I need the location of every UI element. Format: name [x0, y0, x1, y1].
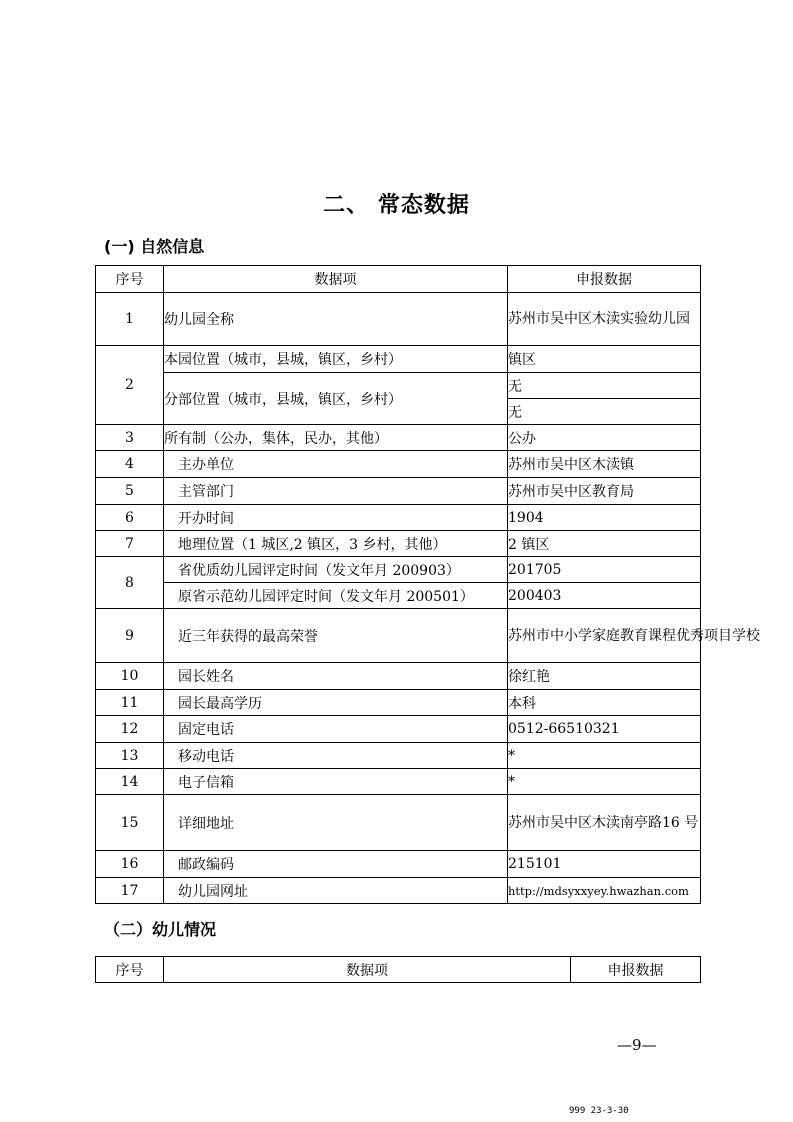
table-row [96, 451, 701, 478]
table-row [96, 663, 701, 690]
row-value: 无 [508, 399, 701, 425]
row-value: 苏州市吴中区教育局 [508, 478, 701, 505]
row-no: 6 [96, 505, 164, 531]
header-value: 申报数据 [571, 957, 701, 983]
row-no: 5 [96, 478, 164, 505]
row-item: 所有制（公办，集体，民办，其他） [164, 425, 508, 451]
table-row [96, 346, 701, 373]
page-title: 二、 常态数据 [323, 193, 470, 218]
row-item: 幼儿园全称 [164, 293, 508, 346]
row-no: 9 [96, 609, 164, 663]
row-value: 苏州市中小学家庭教育课程优秀项目学校 [508, 609, 701, 663]
table-row [96, 531, 701, 557]
row-value: 215101 [508, 851, 701, 878]
table-row [96, 878, 701, 904]
row-item: 详细地址 [164, 795, 508, 851]
row-no: 3 [96, 425, 164, 451]
section-heading-natural-info: (一) 自然信息 [104, 237, 205, 256]
row-value: 200403 [508, 583, 701, 609]
row-item: 园长最高学历 [164, 690, 508, 716]
row-value: * [508, 769, 701, 795]
section-heading-children: （二）幼儿情况 [104, 920, 217, 939]
table-header-row [96, 957, 701, 983]
row-item: 主办单位 [164, 451, 508, 478]
page-number: —9— [617, 1036, 657, 1054]
table-row [96, 583, 701, 609]
row-item: 邮政编码 [164, 851, 508, 878]
row-value: * [508, 743, 701, 769]
table-row [96, 557, 701, 583]
row-item: 主管部门 [164, 478, 508, 505]
row-no: 2 [96, 346, 164, 425]
row-no: 1 [96, 293, 164, 346]
row-value: 无 [508, 373, 701, 399]
row-no: 16 [96, 851, 164, 878]
row-no: 11 [96, 690, 164, 716]
row-item: 本园位置（城市，县城，镇区，乡村） [164, 346, 508, 373]
row-item: 固定电话 [164, 716, 508, 743]
table-row [96, 609, 701, 663]
table-row [96, 505, 701, 531]
natural-info-table [95, 265, 760, 904]
table-row [96, 795, 701, 851]
header-value: 申报数据 [508, 266, 701, 293]
header-item: 数据项 [164, 957, 571, 983]
header-item: 数据项 [164, 266, 508, 293]
row-item: 园长姓名 [164, 663, 508, 690]
row-value: 镇区 [508, 346, 701, 373]
row-value: 苏州市吴中区木渎镇 [508, 451, 701, 478]
row-item: 电子信箱 [164, 769, 508, 795]
children-info-table [95, 956, 701, 983]
table-row [96, 769, 701, 795]
table-row [96, 743, 701, 769]
row-value: 本科 [508, 690, 701, 716]
row-item: 分部位置（城市，县城，镇区，乡村） [164, 373, 508, 425]
row-item: 近三年获得的最高荣誉 [164, 609, 508, 663]
row-value: 0512-66510321 [508, 716, 701, 743]
row-no: 12 [96, 716, 164, 743]
row-value: 201705 [508, 557, 701, 583]
row-item: 省优质幼儿园评定时间（发文年月 200903） [164, 557, 508, 583]
row-no: 14 [96, 769, 164, 795]
row-value: 1904 [508, 505, 701, 531]
row-item: 地理位置（1 城区,2 镇区，3 乡村，其他） [164, 531, 508, 557]
row-value: http://mdsyxxyey.hwazhan.com [508, 878, 701, 904]
row-no: 4 [96, 451, 164, 478]
row-no: 7 [96, 531, 164, 557]
table-header-row [96, 266, 701, 293]
table-row [96, 716, 701, 743]
row-no: 15 [96, 795, 164, 851]
row-no: 10 [96, 663, 164, 690]
table-row [96, 425, 701, 451]
header-no: 序号 [96, 266, 164, 293]
row-no: 17 [96, 878, 164, 904]
table-row [96, 690, 701, 716]
row-value: 徐红艳 [508, 663, 701, 690]
row-value: 苏州市吴中区木渎实验幼儿园 [508, 293, 701, 346]
row-item: 原省示范幼儿园评定时间（发文年月 200501） [164, 583, 508, 609]
row-no: 13 [96, 743, 164, 769]
row-item: 移动电话 [164, 743, 508, 769]
row-value: 2 镇区 [508, 531, 701, 557]
row-no: 8 [96, 557, 164, 609]
row-value: 公办 [508, 425, 701, 451]
footer-stamp: 999 23-3-30 [569, 1106, 629, 1116]
row-item: 开办时间 [164, 505, 508, 531]
header-no: 序号 [96, 957, 164, 983]
row-item: 幼儿园网址 [164, 878, 508, 904]
table-row [96, 478, 701, 505]
table-row [96, 851, 701, 878]
table-row [96, 293, 701, 346]
table-row [96, 373, 701, 399]
row-value: 苏州市吴中区木渎南亭路16 号 [508, 795, 701, 851]
